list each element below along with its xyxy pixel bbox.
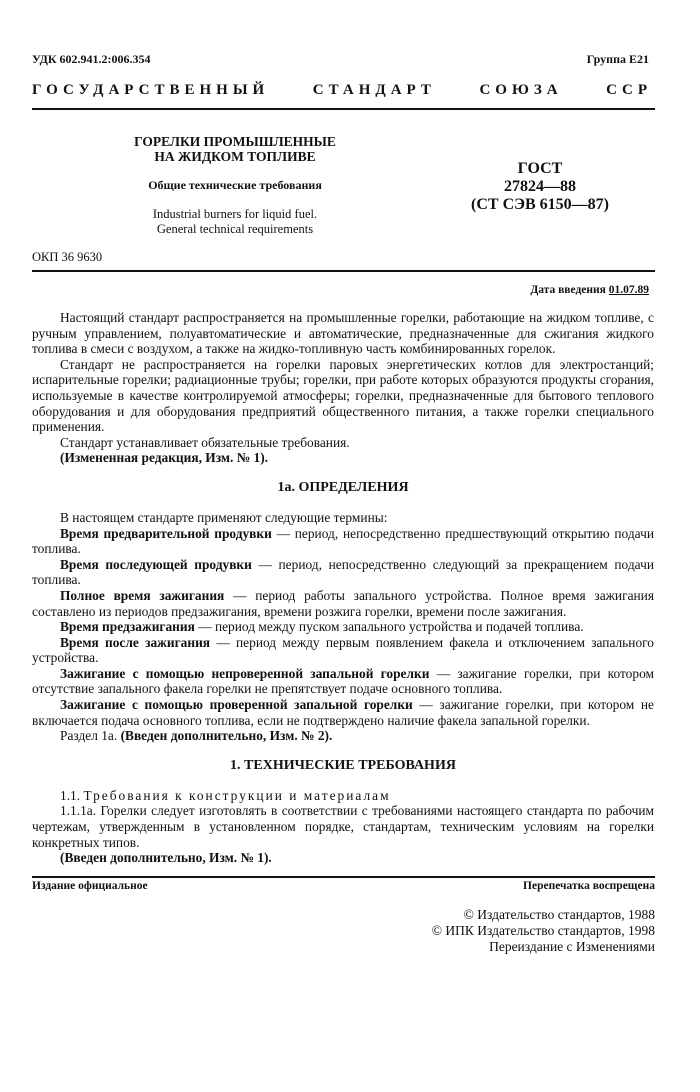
gost-label: ГОСТ xyxy=(517,160,563,177)
state-standard-banner: ГОСУДАРСТВЕННЫЙ СТАНДАРТ СОЮЗА ССР xyxy=(32,82,652,98)
subsection-heading xyxy=(32,788,654,804)
definition-item xyxy=(32,526,654,557)
section-1a-title: 1а. ОПРЕДЕЛЕНИЯ xyxy=(277,479,409,495)
title-line-2: НА ЖИДКОМ ТОПЛИВЕ xyxy=(154,149,316,164)
intro-amendment-note: (Измененная редакция, Изм. № 1). xyxy=(60,450,269,466)
main-text xyxy=(32,310,654,866)
intro-paragraph-1: Настоящий стандарт распространяется на промышленные горелки, работающие на жидком топливе, с ручным управлением, полуавтоматические и автоматические, предназначенные для сжигания жидкого топлива в смеси с воздухом, а также на жидко-топливную часть комбинированных горелок. xyxy=(32,310,654,357)
definition-item xyxy=(32,588,654,619)
gost-number: 27824—88 xyxy=(504,178,576,195)
subsection-title: Требования к конструкции и материалам xyxy=(83,787,391,803)
definition-item xyxy=(32,635,654,666)
intro-paragraph-2: Стандарт не распространяется на горелки паровых энергетических котлов для электростанций; испарительные горелки; радиационные трубы; горелки, при работе которых образуются продукты сгорания, используемые в качестве контролируемой атмосферы; горелки, предназначенные для бытового теплового оборудования и для оборудования предприятий общественного питания, а также горелки специального применения. xyxy=(32,356,654,435)
okp-code: ОКП 36 9630 xyxy=(32,250,103,264)
introduction-date xyxy=(530,284,649,296)
definition-text: — период, непосредственно предшествующий открытию подачи топлива. xyxy=(32,525,654,557)
definition-text: — период работы запального устройства. Полное время зажигания составлено из периодов предзажигания, времени розжига горелки, времени после зажигания. xyxy=(32,587,655,619)
subsection-number: 1.1. xyxy=(60,787,84,803)
copyright-1998: © ИПК Издательство стандартов, 1998 xyxy=(431,923,655,938)
section-1-title: 1. ТЕХНИЧЕСКИЕ ТРЕБОВАНИЯ xyxy=(230,757,456,773)
standard-title xyxy=(110,134,360,164)
clause-1-1-1a-note: (Введен дополнительно, Изм. № 1). xyxy=(60,850,272,866)
english-line-1: Industrial burners for liquid fuel. xyxy=(152,207,318,221)
clause-1-1-1a: 1.1.1а. Горелки следует изготовлять в соответствии с требованиями настоящего стандарта по рабочим чертежам, утвержденным в установленном порядке, стандартам, техническим условиям на горелки конкретных типов. xyxy=(32,803,654,850)
gost-designation xyxy=(440,160,640,214)
introduction-date-value: 01.07.89 xyxy=(608,284,649,296)
section-1a-amendment-note xyxy=(32,728,654,744)
definition-term: Полное время зажигания xyxy=(60,587,225,603)
definition-term: Время предзажигания xyxy=(60,619,195,635)
footer-rule xyxy=(32,876,655,878)
english-title xyxy=(110,207,360,237)
title-rule xyxy=(32,270,655,272)
section-1a-note-prefix: Раздел 1а. xyxy=(60,728,121,744)
definition-term: Зажигание с помощью проверенной запальной горелки xyxy=(60,697,413,713)
definition-item xyxy=(32,697,654,728)
title-line-1: ГОРЕЛКИ ПРОМЫШЛЕННЫЕ xyxy=(134,134,336,149)
definition-item xyxy=(32,666,654,697)
definition-term: Время предварительной продувки xyxy=(60,525,272,541)
group-code: Группа Е21 xyxy=(586,52,649,66)
official-edition: Издание официальное xyxy=(32,880,148,892)
intro-paragraph-3: Стандарт устанавливает обязательные требования. xyxy=(60,434,350,450)
definition-item xyxy=(32,557,654,588)
definition-term: Время последующей продувки xyxy=(60,556,252,572)
header-rule xyxy=(32,108,655,110)
english-line-2: General technical requirements xyxy=(156,222,314,236)
definition-text: — зажигание горелки, при котором отсутствие запального факела горелки не препятствует подаче основного топлива. xyxy=(32,665,654,697)
definition-text: — период между пуском запального устройства и подачей топлива. xyxy=(194,619,584,635)
definitions-lead: В настоящем стандарте применяют следующие термины: xyxy=(60,509,388,525)
reprint-prohibited: Перепечатка воспрещена xyxy=(523,880,655,892)
definition-text: — зажигание горелки, при котором не включается подача основного топлива, если не подтверждено наличие факела запальной горелки. xyxy=(32,697,654,728)
definition-text: — период, непосредственно следующий за прекращением подачи топлива. xyxy=(32,556,654,588)
copyright-block xyxy=(432,907,655,955)
st-sev-number: (СТ СЭВ 6150—87) xyxy=(471,196,609,213)
definition-term: Зажигание с помощью непроверенной запальной горелки xyxy=(60,665,430,681)
copyright-1988: © Издательство стандартов, 1988 xyxy=(463,907,655,922)
definition-item xyxy=(32,619,654,635)
reissue-note: Переиздание с Изменениями xyxy=(489,939,655,954)
udk-code: УДК 602.941.2:006.354 xyxy=(32,52,151,66)
section-1a-note: (Введен дополнительно, Изм. № 2). xyxy=(120,728,333,744)
standard-subtitle: Общие технические требования xyxy=(148,178,322,192)
definition-text: — период между первым появлением факела и отключением запального устройства. xyxy=(32,634,655,666)
definition-term: Время после зажигания xyxy=(60,634,211,650)
introduction-date-label: Дата введения xyxy=(530,284,606,296)
